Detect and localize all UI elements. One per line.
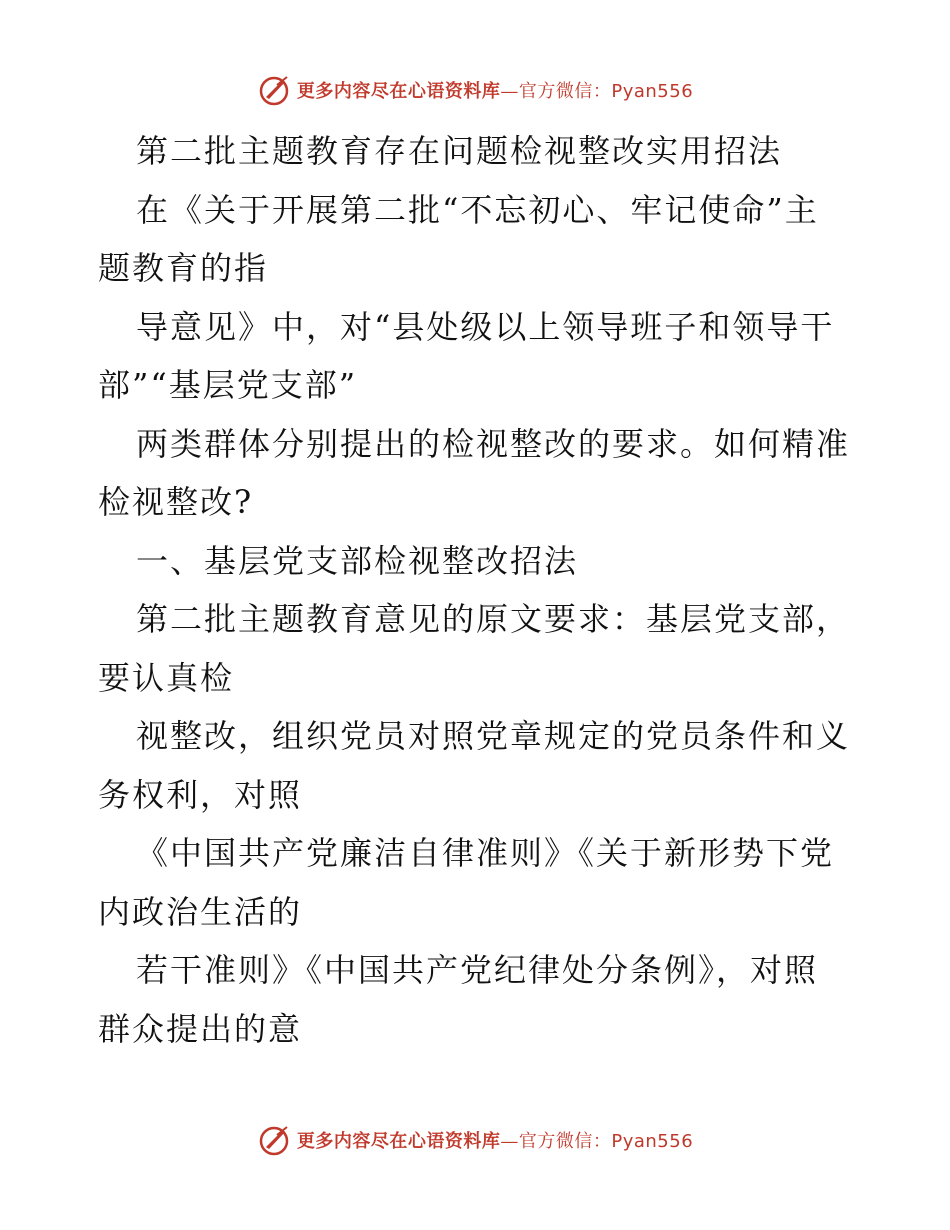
document-line: 若干准则》《中国共产党纪律处分条例》，对照 (136, 951, 819, 989)
document-line: 两类群体分别提出的检视整改的要求。如何精准 (136, 424, 851, 463)
document-body (98, 122, 858, 1058)
watermark-inner (257, 1123, 693, 1157)
document-line: 内政治生活的 (98, 892, 303, 931)
watermark-wechat-id: Pyan556 (611, 1131, 694, 1152)
document-line: 务权利，对照 (98, 775, 303, 814)
watermark-site: 更多内容尽在心语资料库 (296, 1131, 501, 1152)
watermark-wechat-label: 官方微信： (518, 1131, 612, 1152)
quill-logo-icon (257, 73, 291, 107)
document-line: 一、基层党支部检视整改招法 (136, 541, 579, 580)
footer-watermark (0, 1120, 950, 1160)
document-line: 视整改，组织党员对照党章规定的党员条件和义 (136, 717, 851, 755)
document-line: 部”“基层党支部” (98, 366, 358, 404)
watermark-inner (257, 73, 693, 107)
document-line: 在《关于开展第二批“不忘初心、牢记使命”主 (136, 190, 819, 229)
document-line: 第二批主题教育意见的原文要求：基层党支部， (136, 600, 851, 638)
watermark-wechat-label: 官方微信： (518, 81, 612, 102)
document-line: 第二批主题教育存在问题检视整改实用招法 (136, 132, 783, 170)
watermark-separator: — (500, 81, 519, 102)
quill-logo-icon (257, 1123, 291, 1157)
watermark-text (297, 1127, 693, 1153)
document-line: 《中国共产党廉洁自律准则》《关于新形势下党 (136, 834, 835, 872)
watermark-wechat-id: Pyan556 (611, 81, 694, 102)
watermark-separator: — (500, 1131, 519, 1152)
document-line: 检视整改? (98, 483, 254, 521)
document-line: 要认真检 (98, 658, 235, 697)
header-watermark (0, 70, 950, 110)
document-line: 题教育的指 (98, 249, 269, 287)
document-line: 群众提出的意 (98, 1009, 303, 1048)
watermark-site: 更多内容尽在心语资料库 (296, 81, 501, 102)
document-line: 导意见》中，对“县处级以上领导班子和领导干 (136, 307, 835, 346)
watermark-text (297, 77, 693, 103)
